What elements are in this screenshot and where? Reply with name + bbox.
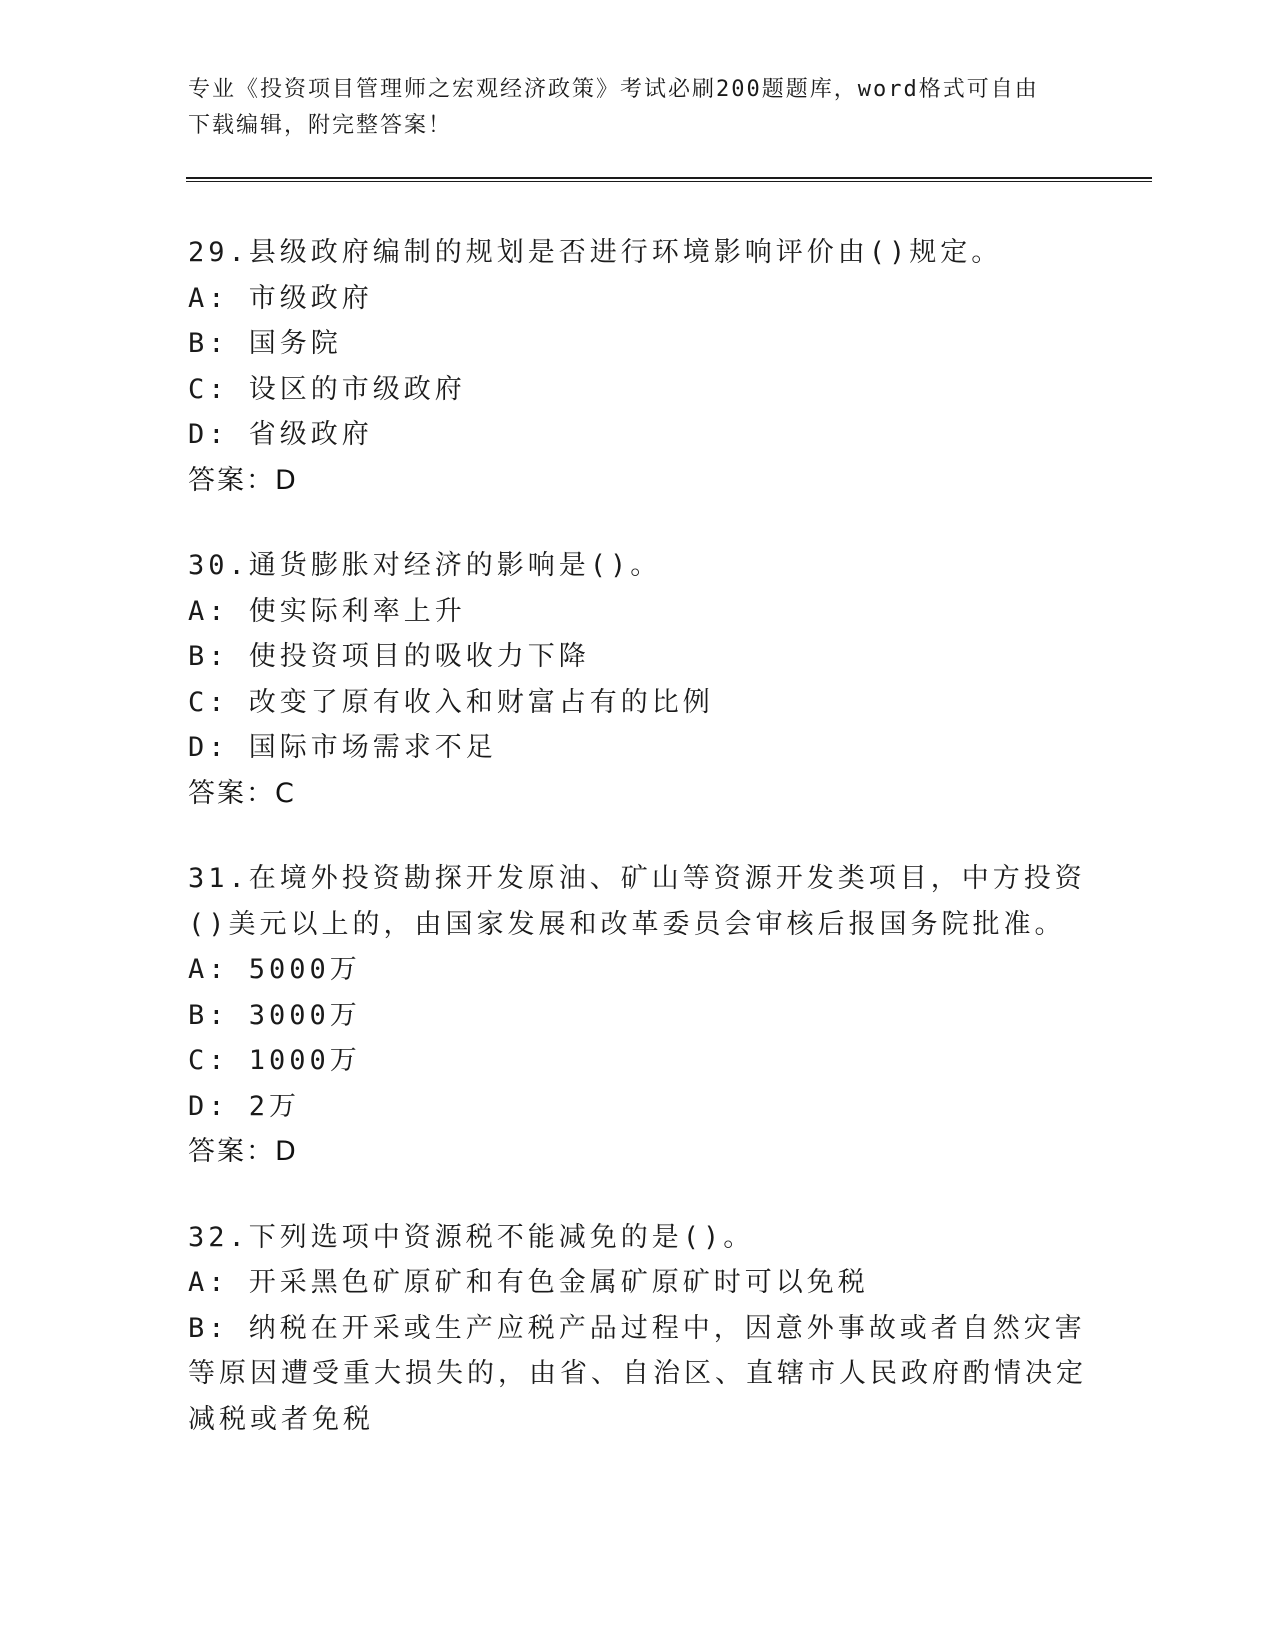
answer: 答案：D [188,464,298,496]
question-stem: 32.下列选项中资源税不能减免的是()。 [188,1221,755,1253]
option-d: D: 国际市场需求不足 [188,732,497,763]
question-29 [188,230,1088,503]
option-d: D: 2万 [188,1090,301,1122]
question-stem: 29.县级政府编制的规划是否进行环境影响评价由()规定。 [188,237,1003,268]
option-b: B: 纳税在开采或生产应税产品过程中，因意外事故或者自然灾害等原因遭受重大损失的，由省、自治区、直辖市人民政府酌情决定减税或者免税 [188,1312,1087,1435]
header-line-2: 下载编辑，附完整答案！ [188,113,453,138]
option-a: A: 市级政府 [188,282,373,314]
answer: 答案：D [188,1136,298,1167]
option-d: D: 省级政府 [188,419,373,450]
option-a: A: 开采黑色矿原矿和有色金属矿原矿时可以免税 [188,1267,869,1298]
option-b: B: 使投资项目的吸收力下降 [188,641,590,672]
option-b: B: 3000万 [188,999,361,1031]
header-line-1: 专业《投资项目管理师之宏观经济政策》考试必刷200题题库，word格式可自由 [188,77,1039,102]
question-32 [188,1215,1088,1443]
question-list [188,230,1088,1482]
option-a: A: 使实际利率上升 [188,595,466,627]
option-c: C: 1000万 [188,1045,361,1076]
document-header [188,72,1078,144]
answer: 答案：C [188,777,296,809]
option-b: B: 国务院 [188,328,342,359]
question-stem: 30.通货膨胀对经济的影响是()。 [188,550,662,581]
option-c: C: 改变了原有收入和财富占有的比例 [188,686,714,718]
option-a: A: 5000万 [188,954,361,985]
question-31 [188,856,1088,1175]
question-30 [188,543,1088,816]
question-stem: 31.在境外投资勘探开发原油、矿山等资源开发类项目，中方投资()美元以上的，由国家发展和改革委员会审核后报国务院批准。 [188,863,1086,940]
header-divider [186,177,1152,179]
option-c: C: 设区的市级政府 [188,373,466,405]
